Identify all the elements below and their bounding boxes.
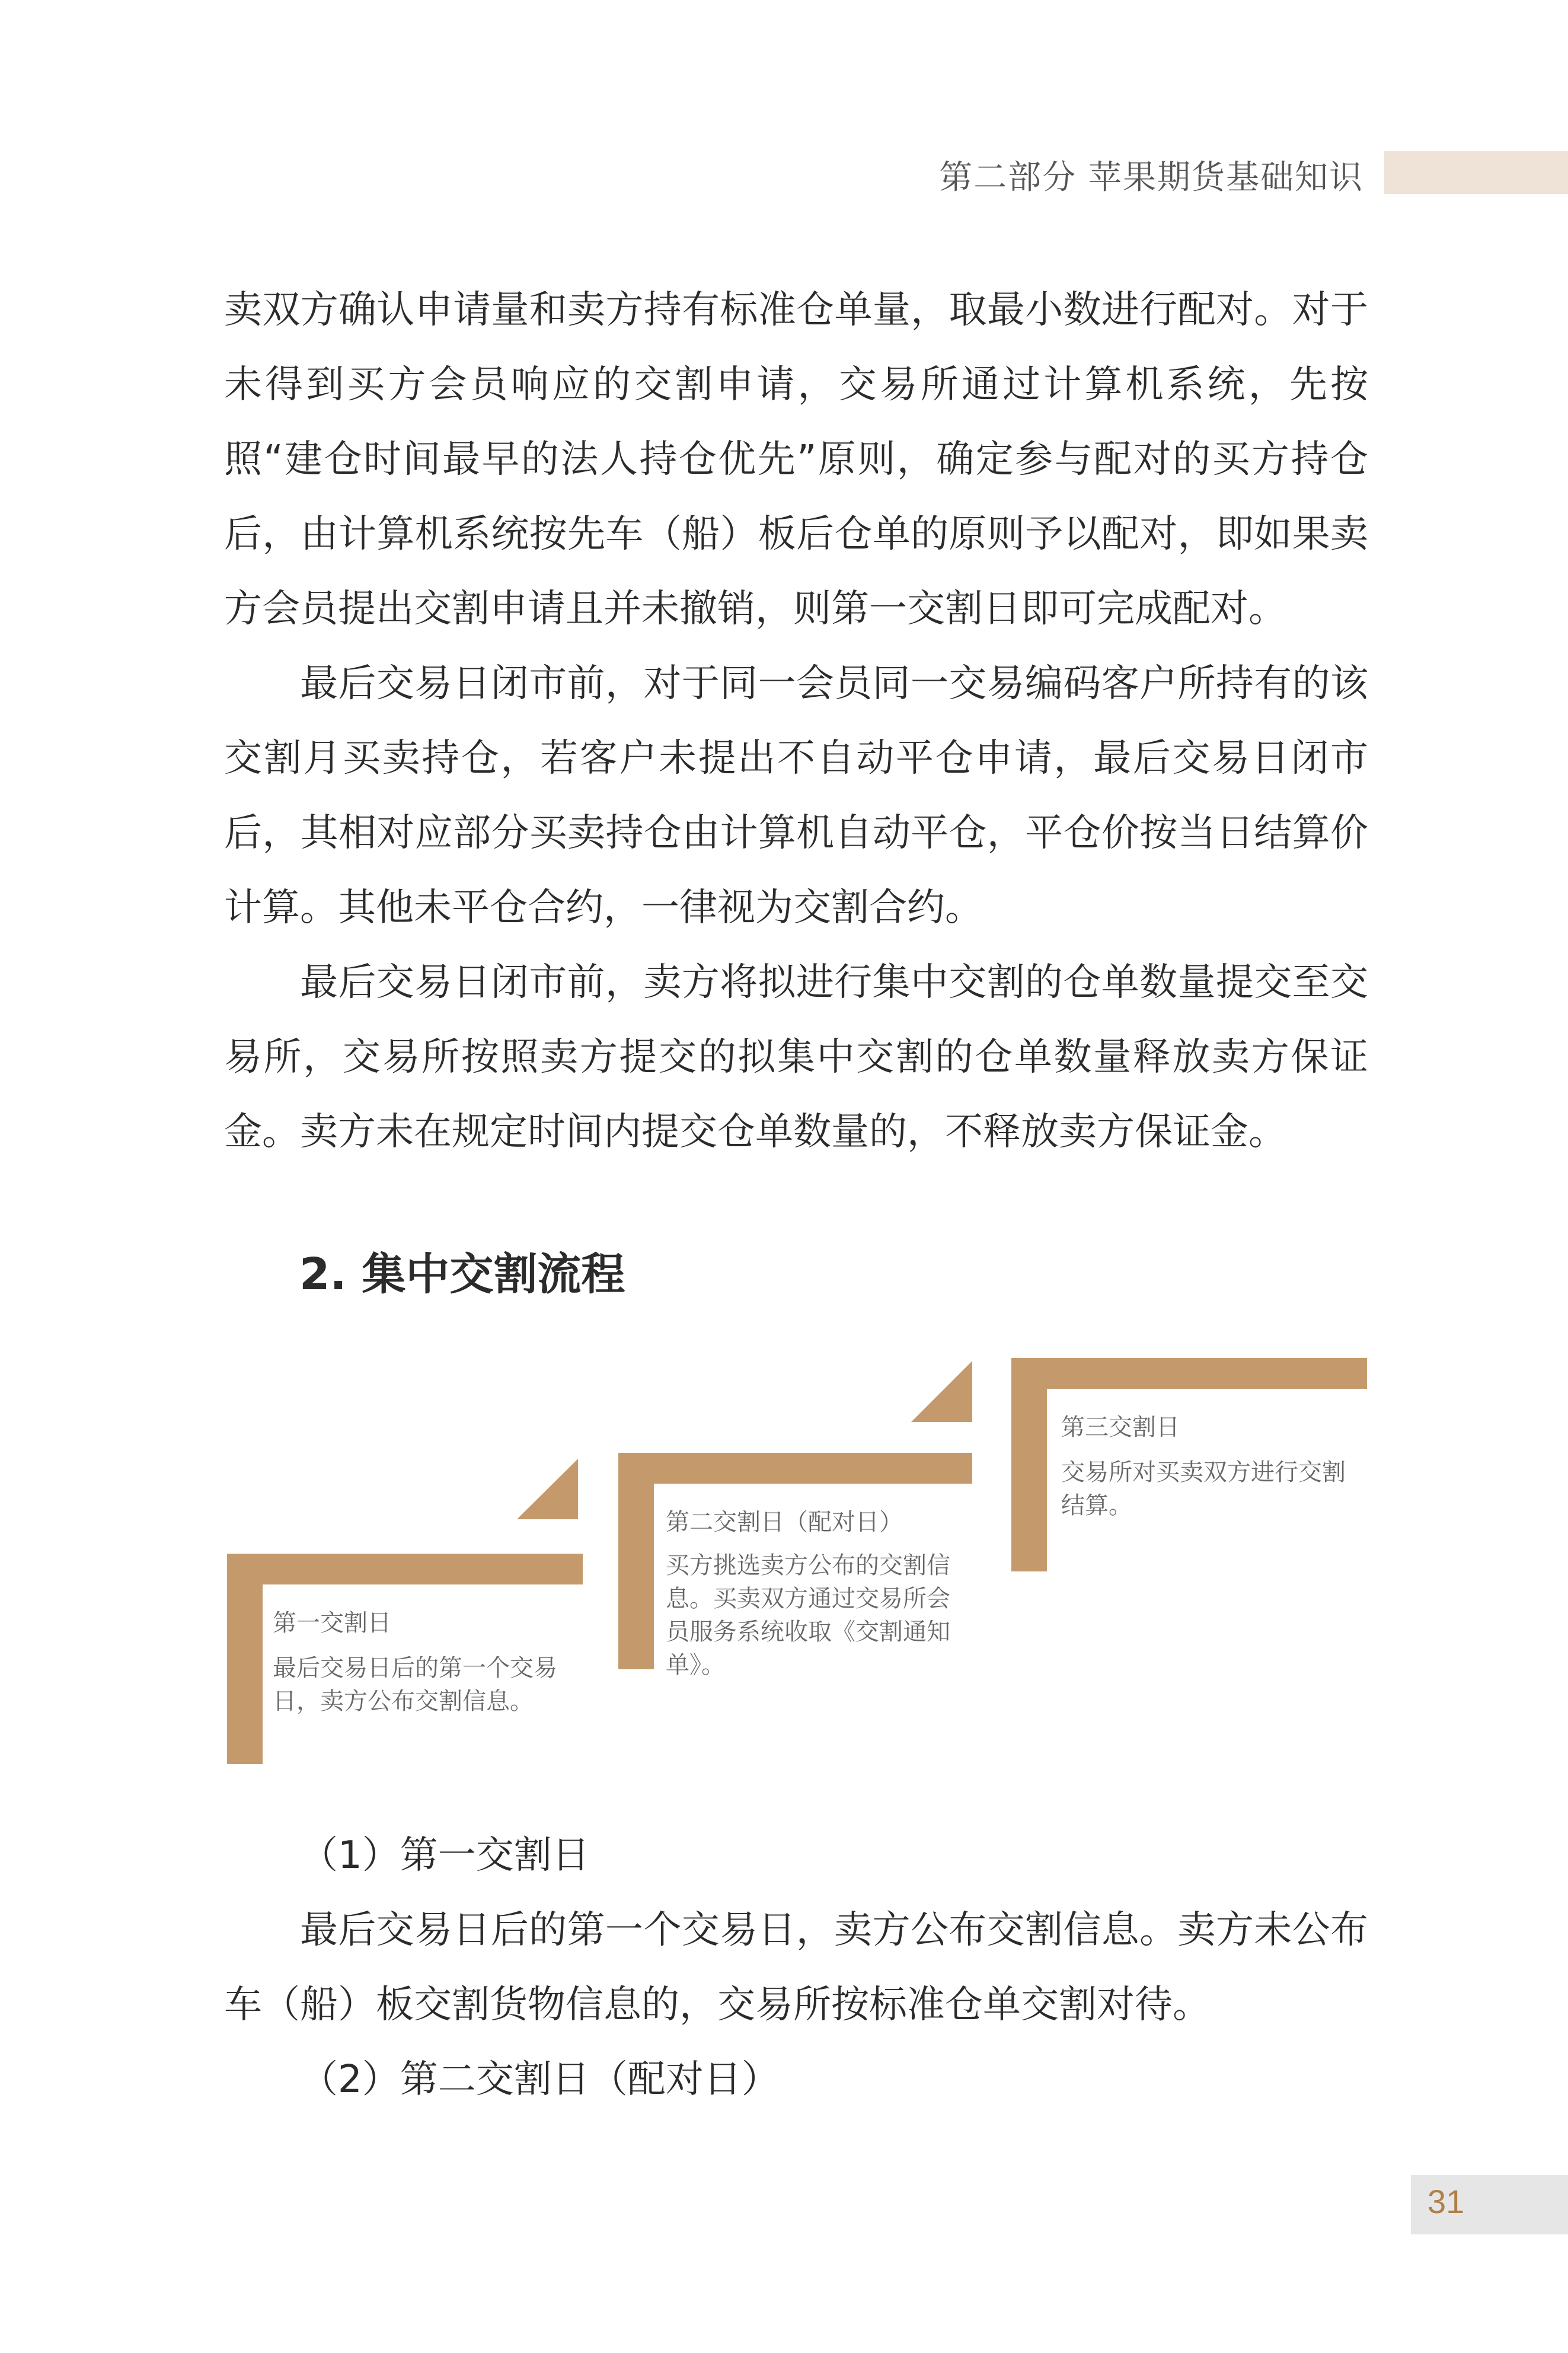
step-1-text: 最后交易日后的第一个交易日，卖方公布交割信息。 [273, 1654, 557, 1715]
header-bar [1384, 151, 1568, 194]
step-3-bracket-top [1011, 1358, 1367, 1389]
step-3-text: 交易所对买卖双方进行交割结算。 [1061, 1459, 1346, 1519]
subsection-1-title: （1）第一交割日 [300, 1834, 590, 1877]
step-3-label: 第三交割日 [1061, 1414, 1180, 1441]
body-paragraph-3: 最后交易日闭市前，卖方将拟进行集中交割的仓单数量提交至交易所，交易所按照卖方提交的拟集中交割的仓单数量释放卖方保证金。卖方未在规定时间内提交仓单数量的，不释放卖方保证金。 [224, 961, 1368, 1154]
section-heading: 2. 集中交割流程 [299, 1249, 625, 1300]
step-1-label: 第一交割日 [273, 1609, 391, 1637]
step-2-bracket-top [618, 1453, 972, 1484]
header-title: 第二部分 苹果期货基础知识 [939, 158, 1363, 197]
subsection-2-title: （2）第二交割日（配对日） [300, 2058, 780, 2102]
step-1-bracket-top [227, 1554, 583, 1584]
subsection-1-body: 最后交易日后的第一个交易日，卖方公布交割信息。卖方未公布车（船）板交割货物信息的，交易所按标准仓单交割对待。 [224, 1908, 1368, 2027]
step-1-arrow [517, 1459, 578, 1519]
step-2-text: 买方挑选卖方公布的交割信息。买卖双方通过交易所会员服务系统收取《交割通知单》。 [666, 1552, 950, 1679]
body-paragraph-2: 最后交易日闭市前，对于同一会员同一交易编码客户所持有的该交割月买卖持仓，若客户未提出不自动平仓申请，最后交易日闭市后，其相对应部分买卖持仓由计算机自动平仓，平仓价按当日结算价计算。其他未平仓合约，一律视为交割合约。 [224, 662, 1368, 930]
step-1-bracket-side [227, 1554, 263, 1764]
step-2-arrow [911, 1361, 972, 1422]
step-2-label: 第二交割日（配对日） [666, 1509, 903, 1536]
step-3-bracket-side [1011, 1358, 1047, 1571]
body-paragraph-1: 卖双方确认申请量和卖方持有标准仓单量，取最小数进行配对。对于未得到买方会员响应的交割申请，交易所通过计算机系统，先按照“建仓时间最早的法人持仓优先”原则，确定参与配对的买方持仓后，由计算机系统按先车（船）板后仓单的原则予以配对，即如果卖方会员提出交割申请且并未撤销，则第一交割日即可完成配对。 [224, 288, 1368, 631]
step-2-bracket-side [618, 1453, 654, 1669]
page-number: 31 [1428, 2183, 1465, 2220]
